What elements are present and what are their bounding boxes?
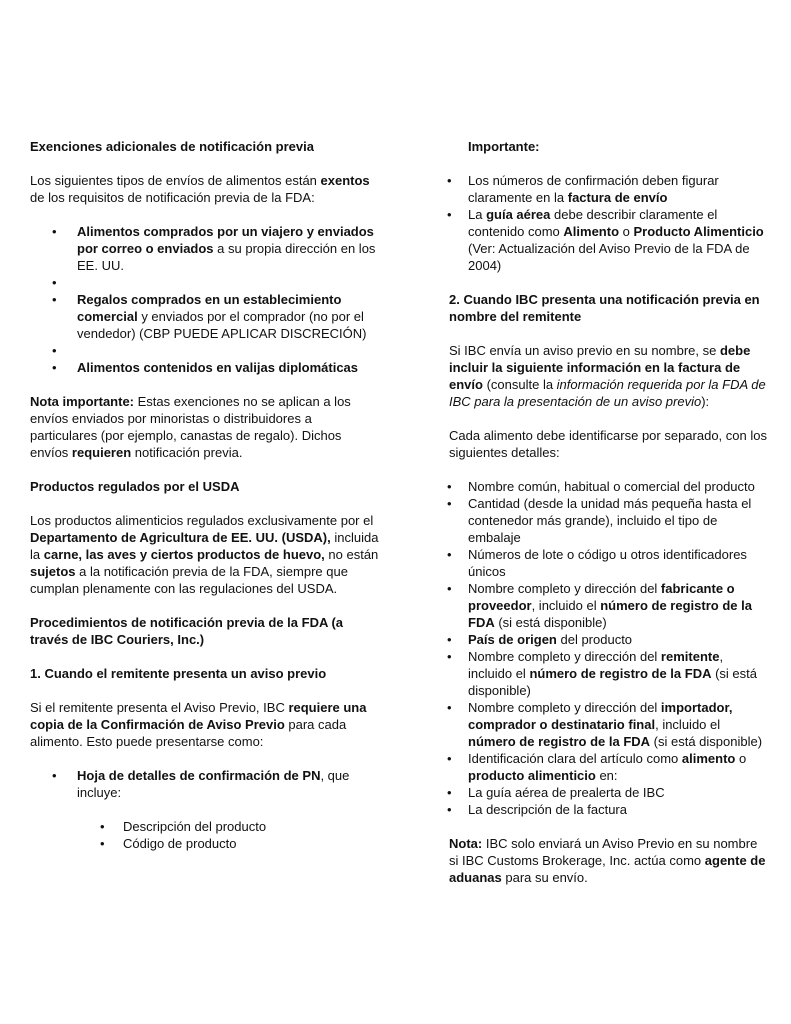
list-item: • La descripción de la factura (449, 801, 769, 818)
list-item: • La guía aérea debe describir claramente el contenido como Alimento o Producto Alimenticio (Ver: Actualización del Aviso Previo de la FDA de 2004) (449, 206, 769, 274)
section2-heading: 2. Cuando IBC presenta una notificación previa en nombre del remitente (449, 292, 760, 324)
list-item: • Números de lote o código u otros identificadores únicos (449, 546, 769, 580)
section1-list (30, 767, 380, 801)
list-item: • Nombre completo y dirección del importador, comprador o destinatario final, incluido el número de registro de la FDA (si está disponible) (449, 699, 769, 750)
list-item: • Alimentos comprados por un viajero y enviados por correo o enviados a su propia dirección en los EE. UU. (30, 223, 380, 274)
usda-heading: Productos regulados por el USDA (30, 479, 240, 494)
important-list (449, 172, 769, 274)
final-note: Nota: IBC solo enviará un Aviso Previo en su nombre si IBC Customs Brokerage, Inc. actúa como agente de aduanas para su envío. (449, 836, 766, 885)
list-item: • Descripción del producto (30, 818, 380, 835)
procedures-heading: Procedimientos de notificación previa de la FDA (a través de IBC Couriers, Inc.) (30, 615, 344, 647)
list-item: • Nombre completo y dirección del fabricante o proveedor, incluido el número de registro de la FDA (si está disponible) (449, 580, 769, 631)
section1-paragraph: Si el remitente presenta el Aviso Previo, IBC requiere una copia de la Confirmación de Aviso Previo para cada alimento. Esto puede presentarse como: (30, 700, 367, 749)
list-item: • País de origen del producto (449, 631, 769, 648)
right-column (449, 138, 769, 886)
section1-heading: 1. Cuando el remitente presenta un aviso previo (30, 666, 327, 681)
exemptions-list (30, 223, 380, 376)
list-item: • Alimentos contenidos en valijas diplomáticas (30, 359, 380, 376)
list-item: • Nombre completo y dirección del remitente, incluido el número de registro de la FDA (si está disponible) (449, 648, 769, 699)
list-item: • Código de producto (30, 835, 380, 852)
usda-paragraph: Los productos alimenticios regulados exclusivamente por el Departamento de Agricultura de EE. UU. (USDA), incluida la carne, las aves y ciertos productos de huevo, no están sujetos a la notificación previa de la FDA, siempre que cumplan plenamente con las regulaciones del USDA. (30, 513, 379, 596)
details-list (449, 478, 769, 818)
section1-sublist (30, 818, 380, 852)
important-note: Nota importante: Estas exenciones no se aplican a los envíos enviados por minoristas o distribuidores a particulares (por ejemplo, canastas de regalo). Dichos envíos requieren notificación previa. (30, 394, 351, 460)
list-item: • Los números de confirmación deben figurar claramente en la factura de envío (449, 172, 769, 206)
list-item: • Regalos comprados en un establecimiento comercial y enviados por el comprador (no por el vendedor) (CBP PUEDE APLICAR DISCRECIÓN) (30, 291, 380, 342)
exemptions-heading: Exenciones adicionales de notificación previa (30, 139, 314, 154)
list-item: • Hoja de detalles de confirmación de PN, que incluye: (30, 767, 380, 801)
details-intro: Cada alimento debe identificarse por separado, con los siguientes detalles: (449, 428, 767, 460)
list-item: • Cantidad (desde la unidad más pequeña hasta el contenedor más grande), incluido el tipo de embalaje (449, 495, 769, 546)
left-column (30, 138, 380, 852)
exemptions-intro: Los siguientes tipos de envíos de alimentos están exentos de los requisitos de notificación previa de la FDA: (30, 173, 370, 205)
list-item: • La guía aérea de prealerta de IBC (449, 784, 769, 801)
list-item: • Nombre común, habitual o comercial del producto (449, 478, 769, 495)
list-item: • Identificación clara del artículo como alimento o producto alimenticio en: (449, 750, 769, 784)
section2-paragraph: Si IBC envía un aviso previo en su nombre, se debe incluir la siguiente información en la factura de envío (consulte la información requerida por la FDA de IBC para la presentación de un aviso previo): (449, 343, 766, 409)
important-heading: Importante: (468, 139, 540, 154)
